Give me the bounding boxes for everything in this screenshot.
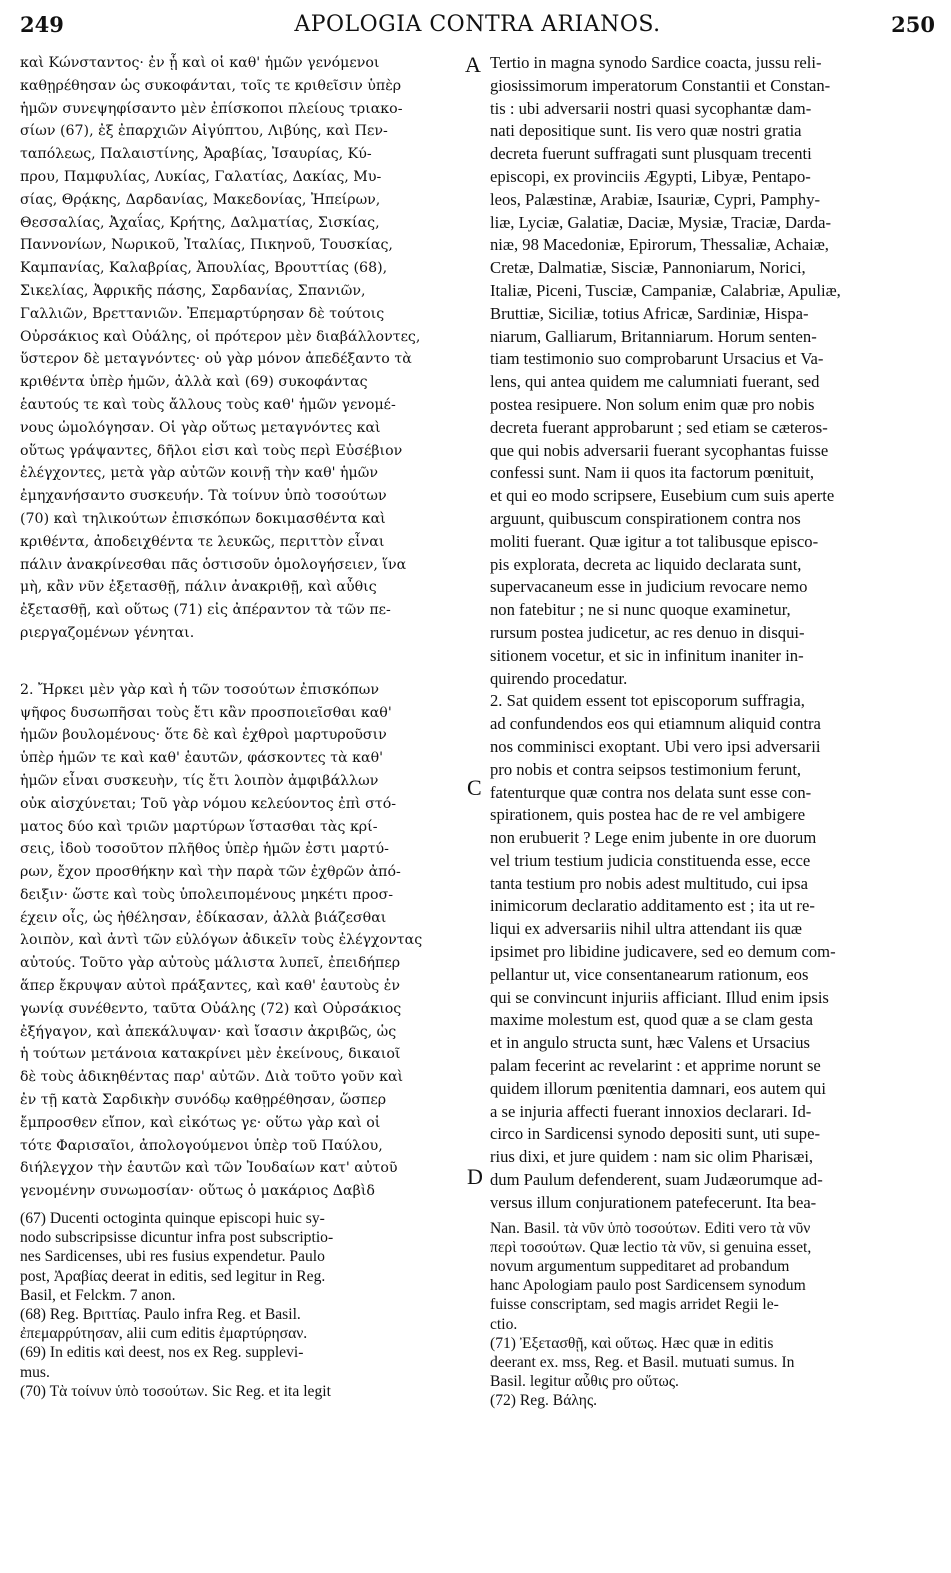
latin-column bbox=[490, 52, 931, 1411]
text-line: ριεργαζομένων γένηται. bbox=[20, 624, 195, 641]
text-line: niarum, Galliarum, Britanniarum. Horum senten- bbox=[490, 326, 817, 346]
greek-footnotes bbox=[20, 1209, 461, 1401]
text-line: ἐπεμαρρύτησαν, alii cum editis ἐμαρτύρησαν. bbox=[20, 1325, 308, 1343]
text-line: niæ, 98 Macedoniæ, Epirorum, Thessaliæ, Achaiæ, bbox=[490, 235, 829, 255]
text-line: ἐμηχανήσαντο συσκευήν. Τὰ τοίνυν ὑπὸ τοσούτων bbox=[20, 488, 387, 505]
text-line: quidem illorum pœnitentia damnari, eos autem qui bbox=[490, 1078, 826, 1098]
text-line: spirationem, quis postea hac de re vel ambigere bbox=[490, 805, 806, 825]
text-line: Cretæ, Dalmatiæ, Sisciæ, Pannoniarum, Norici, bbox=[490, 258, 806, 278]
text-line: (72) Reg. Βάλης. bbox=[490, 1392, 598, 1410]
text-line: (67) Ducenti octoginta quinque episcopi huic sy- bbox=[20, 1210, 325, 1228]
text-line: περὶ τοσούτων. Quæ lectio τὰ νῦν, si genuina esset, bbox=[490, 1238, 812, 1256]
text-line: αὐτούς. Τοῦτο γὰρ αὐτοὺς μάλιστα λυπεῖ, ἐπειδήπερ bbox=[20, 955, 401, 972]
margin-marker-a: A bbox=[465, 52, 481, 77]
text-line: Οὐρσάκιος καὶ Οὐάλης, οἱ πρότερον μὲν διαβάλλοντες, bbox=[20, 328, 421, 345]
latin-section-2 bbox=[490, 690, 931, 1214]
text-line: Bruttiæ, Siciliæ, totius Africæ, Sardiniæ, Hispa- bbox=[490, 303, 809, 323]
text-line: decreta fuerant approbarunt ; sed etiam se cæteros- bbox=[490, 417, 828, 437]
text-line: fatenturque quæ contra nos delata sunt esse con- bbox=[490, 782, 812, 802]
text-line: ὕστερον δὲ μεταγνόντες· οὐ γὰρ μόνον ἀπεδέξαντο τὰ bbox=[20, 351, 412, 368]
text-line: non erubuerit ? Lege enim jubente in ore duorum bbox=[490, 828, 817, 848]
text-line: ἐξετασθῇ, καὶ οὕτως (71) εἰς ἀπέραντον τὰ τῶν πε- bbox=[20, 602, 391, 619]
text-line: ἡμῶν βουλομένους· ὅτε δὲ καὶ ἐχθροὶ μαρτυροῦσιν bbox=[20, 727, 387, 744]
text-line: postea resipuere. Non solum enim quæ pro nobis bbox=[490, 394, 815, 414]
text-line: lens, qui antea quidem me calumniati fuerant, sed bbox=[490, 372, 820, 392]
text-line: nes Sardicenses, ubi res fusius expendetur. Paulo bbox=[20, 1248, 325, 1266]
text-line: tis : ubi adversarii nostri quasi sycophantæ dam- bbox=[490, 98, 812, 118]
text-line: (70) καὶ τηλικούτων ἐπισκόπων δοκιμασθέντα καὶ bbox=[20, 510, 386, 527]
text-line: σίων (67), ἐξ ἐπαρχιῶν Αἰγύπτου, Λιβύης, καὶ Πεν- bbox=[20, 123, 388, 140]
text-line: post, Ἀραβίας deerat in editis, sed legitur in Reg. bbox=[20, 1267, 326, 1285]
text-line: moliti fuerant. Quæ igitur a tot talibusque episco- bbox=[490, 531, 819, 551]
text-line: et in angulo structa sunt, hæc Valens et Ursacius bbox=[490, 1033, 810, 1053]
text-line: arguunt, quibuscum conspirationem contra nos bbox=[490, 508, 801, 528]
text-line: ἐν τῇ κατὰ Σαρδικὴν συνόδῳ καθῃρέθησαν, ὥσπερ bbox=[20, 1092, 387, 1109]
text-line: pellantur ut, vice consentanearum rationum, eos bbox=[490, 964, 809, 984]
text-line: νους ὡμολόγησαν. Οἱ γὰρ οὕτως μεταγνόντες καὶ bbox=[20, 419, 381, 436]
text-line: Σικελίας, Ἀφρικῆς πάσης, Σαρδανίας, Σπανιῶν, bbox=[20, 282, 366, 299]
text-line: 2. Ἤρκει μὲν γὰρ καὶ ἡ τῶν τοσούτων ἐπισκόπων bbox=[20, 681, 379, 698]
text-line: tanta testium pro nobis adest multitudo, cui ipsa bbox=[490, 873, 809, 893]
text-line: ἔμπροσθεν εἴπον, καὶ εἰκότως γε· οὕτω γὰρ καὶ οἱ bbox=[20, 1114, 381, 1131]
text-line: nodo subscripsisse dicuntur infra post subscriptio- bbox=[20, 1229, 334, 1247]
text-line: ρων, ἔχον προσθήκην καὶ τὴν παρὰ τῶν ἐχθρῶν ἀπό- bbox=[20, 864, 401, 881]
text-line: Γαλλιῶν, Βρεττανιῶν. Ἐπεμαρτύρησαν δὲ τούτοις bbox=[20, 305, 385, 322]
text-line: tiam testimonio suo comprobarunt Ursacius et Va- bbox=[490, 349, 824, 369]
text-line: Basil, et Felckm. 7 anon. bbox=[20, 1286, 176, 1304]
text-line: rursum postea judicetur, ac res denuo in disqui- bbox=[490, 622, 805, 642]
text-line: pis explorata, decreta ac liquido declarata sunt, bbox=[490, 554, 802, 574]
text-line: giosissimorum imperatorum Constantii et Constan- bbox=[490, 75, 831, 95]
latin-section-1 bbox=[490, 52, 931, 690]
text-line: Παννονίων, Νωρικοῦ, Ἰταλίας, Πικηνοῦ, Τουσκίας, bbox=[20, 237, 393, 254]
margin-marker-d: D bbox=[467, 1164, 483, 1189]
text-line: (71) Ἐξετασθῇ, καὶ οὕτως. Hæc quæ in editis bbox=[490, 1334, 774, 1352]
text-line: deerant ex. mss, Reg. et Basil. mutuati sumus. In bbox=[490, 1353, 795, 1371]
text-line: pro nobis et contra seipsos testimonium ferunt, bbox=[490, 759, 802, 779]
text-line: Nan. Basil. τὰ νῦν ὑπὸ τοσούτων. Editi vero τὰ νῦν bbox=[490, 1219, 811, 1237]
text-line: κριθέντα, ἀποδειχθέντα τε λευκῶς, περιττὸν εἶναι bbox=[20, 533, 385, 550]
text-line: ἡμῶν εἶναι συσκευὴν, τίς ἔτι λοιπὸν ἀμφιβάλλων bbox=[20, 772, 379, 789]
text-line: οὕτως γράψαντες, δῆλοι εἰσι καὶ τοὺς περὶ Εὐσέβιον bbox=[20, 442, 403, 459]
text-line: κριθέντα ὑπὲρ ἡμῶν, ἀλλὰ καὶ (69) συκοφάντας bbox=[20, 374, 368, 391]
page-number-left: 249 bbox=[20, 12, 64, 37]
text-line: σίας, Θρᾴκης, Δαρδανίας, Μακεδονίας, Ἠπείρων, bbox=[20, 191, 381, 208]
text-line: Καμπανίας, Καλαβρίας, Ἀπουλίας, Βρουττίας (68), bbox=[20, 260, 388, 277]
text-line: γενομένην συνωμοσίαν· οὕτως ὁ μακάριος Δαβὶδ bbox=[20, 1183, 375, 1200]
latin-footnotes bbox=[490, 1219, 931, 1411]
text-line: διήλεγχον τὴν ἑαυτῶν καὶ τῶν Ἰουδαίων κατ' αὐτοῦ bbox=[20, 1160, 398, 1177]
text-line: quirendo procedatur. bbox=[490, 668, 628, 688]
text-line: ψῆφος δυσωπῆσαι τοὺς ἔτι κἂν προσποιεῖσθαι καθ' bbox=[20, 704, 392, 721]
text-line: fuisse conscriptam, sed magis arridet Regii le- bbox=[490, 1296, 779, 1314]
text-line: decreta fuerunt suffragati sunt plusquam trecenti bbox=[490, 144, 812, 164]
text-line: maxime molestum est, quod quæ a se clam gesta bbox=[490, 1010, 814, 1030]
page-header bbox=[20, 12, 935, 42]
text-line: dum Paulum defenderent, suam Judæorumque ad- bbox=[490, 1170, 823, 1190]
text-line: ἡμῶν συνεψηφίσαντο μὲν ἐπίσκοποι πλείους τριακο- bbox=[20, 100, 403, 117]
greek-section-2 bbox=[20, 679, 461, 1203]
text-line: δὲ τοὺς ἀδικηθέντας παρ' αὐτῶν. Διὰ τοῦτο γοῦν καὶ bbox=[20, 1069, 404, 1086]
text-line: et qui eo modo scripsere, Eusebium cum suis aperte bbox=[490, 486, 835, 506]
text-line: novum argumentum suppeditaret ad probandum bbox=[490, 1258, 790, 1276]
section-gap bbox=[20, 645, 461, 679]
text-line: leos, Palæstinæ, Arabiæ, Isauriæ, Cypri, Pamphy- bbox=[490, 189, 821, 209]
text-line: supervacaneum esse in judicium revocare nemo bbox=[490, 577, 808, 597]
text-line: γωνίᾳ συνέθεντο, ταῦτα Οὐάλης (72) καὶ Οὐρσάκιος bbox=[20, 1000, 402, 1017]
text-line: Θεσσαλίας, Ἀχαΐας, Κρήτης, Δαλματίας, Σισκίας, bbox=[20, 214, 380, 231]
text-line: ipsimet pro libidine judicavere, sed eo demum com- bbox=[490, 942, 836, 962]
text-line: sitionem vocetur, et sic in infinitum inaniter in- bbox=[490, 645, 804, 665]
text-line: μὴ, κἂν νῦν ἐξετασθῇ, πάλιν ἀνακριθῇ, καὶ αὖθις bbox=[20, 579, 377, 596]
text-line: ταπόλεως, Παλαιστίνης, Ἀραβίας, Ἰσαυρίας, Κύ- bbox=[20, 146, 372, 163]
text-line: vel trium testium judicia constituenda esse, ecce bbox=[490, 850, 811, 870]
text-line: mus. bbox=[20, 1363, 50, 1381]
text-line: ad confundendos eos qui etiamnum aliquid contra bbox=[490, 714, 821, 734]
text-line: σεις, ἰδοὺ τοσοῦτον πλῆθος ὑπὲρ ἡμῶν ἐστι μαρτύ- bbox=[20, 841, 389, 858]
text-line: ὑπὲρ ἡμῶν τε καὶ καθ' ἑαυτῶν, φάσκοντες τὰ καθ' bbox=[20, 750, 384, 767]
text-line: ἐξήγαγον, καὶ ἀπεκάλυψαν· καὶ ἴσασιν ἀκριβῶς, ὡς bbox=[20, 1023, 397, 1040]
page-number-right: 250 bbox=[891, 12, 935, 37]
text-line: versus illum conjurationem patefecerunt. Ita bea- bbox=[490, 1192, 817, 1212]
text-line: πάλιν ἀνακρίνεσθαι πᾶς ὁστισοῦν ὁμολογήσειεν, ἵνα bbox=[20, 556, 407, 573]
text-line: καθῃρέθησαν ὡς συκοφάνται, τοῖς τε κριθεῖσιν ὑπὲρ bbox=[20, 77, 402, 94]
text-line: nos comminisci exoptant. Ubi vero ipsi adversarii bbox=[490, 736, 821, 756]
text-line: non fatebitur ; ne si nunc quoque examinetur, bbox=[490, 600, 791, 620]
text-line: οὐκ αἰσχύνεται; Τοῦ γὰρ νόμου κελεύοντος ἐπὶ στό- bbox=[20, 795, 397, 812]
text-line: qui se convincunt injuriis afficiant. Illud enim ipsis bbox=[490, 987, 829, 1007]
text-line: rius dixi, et jure quidem : nam sic olim Pharisæi, bbox=[490, 1147, 814, 1167]
text-line: Italiæ, Piceni, Tusciæ, Campaniæ, Calabriæ, Apuliæ, bbox=[490, 280, 841, 300]
greek-column bbox=[20, 52, 461, 1401]
running-title: APOLOGIA CONTRA ARIANOS. bbox=[294, 12, 661, 37]
text-line: (68) Reg. Βριττίας. Paulo infra Reg. et Basil. bbox=[20, 1305, 301, 1323]
text-line: hanc Apologiam paulo post Sardicensem synodum bbox=[490, 1277, 806, 1295]
greek-section-1 bbox=[20, 52, 461, 645]
text-line: 2. Sat quidem essent tot episcoporum suffragia, bbox=[490, 691, 805, 711]
text-line: Tertio in magna synodo Sardice coacta, jussu reli- bbox=[490, 53, 822, 72]
text-line: palam fecerint ac revelarint : et apprime norunt se bbox=[490, 1056, 821, 1076]
text-line: inimicorum declaratio additamento est ; ita ut re- bbox=[490, 896, 815, 916]
text-line: τότε Φαρισαῖοι, ἀπολογούμενοι ὑπὲρ τοῦ Παύλου, bbox=[20, 1137, 383, 1154]
text-line: liqui ex adversariis nihil ultra attendant iis quæ bbox=[490, 919, 802, 939]
text-line: que qui nobis adversarii fuerant sycophantas fuisse bbox=[490, 440, 829, 460]
text-line: καὶ Κώνσταντος· ἐν ᾗ καὶ οἱ καθ' ἡμῶν γενόμενοι bbox=[20, 55, 380, 71]
text-line: ἑαυτούς τε καὶ τοὺς ἄλλους τοὺς καθ' ἡμῶν γενομέ- bbox=[20, 396, 396, 413]
text-line: ἐλέγχοντες, μετὰ γὰρ αὐτῶν κοινῇ τὴν καθ' ἡμῶν bbox=[20, 465, 378, 482]
text-line: circo in Sardicensi synodo depositi sunt, uti supe- bbox=[490, 1124, 820, 1144]
text-line: έχειν οἷς, ὡς ἠθέλησαν, ἐδίκασαν, ἀλλὰ βιάζεσθαι bbox=[20, 909, 387, 926]
text-line: ἡ τούτων μετάνοια κατακρίνει μὲν ἐκείνους, δικαιοῖ bbox=[20, 1046, 401, 1063]
text-line: ματος δύο καὶ τριῶν μαρτύρων ἵστασθαι τὰς κρί- bbox=[20, 818, 378, 835]
text-line: episcopi, ex provinciis Ægypti, Libyæ, Pentapo- bbox=[490, 166, 811, 186]
text-line: πρου, Παμφυλίας, Λυκίας, Γαλατίας, Δακίας, Μυ- bbox=[20, 168, 382, 185]
text-line: λοιπὸν, καὶ ἀντὶ τῶν εὐλόγων ἀδικεῖν τοὺς ἐλέγχοντας bbox=[20, 932, 423, 949]
text-line: (70) Τὰ τοίνυν ὑπὸ τοσούτων. Sic Reg. et ita legit bbox=[20, 1382, 331, 1400]
text-line: confessi sunt. Nam ii quos ita factorum pœnituit, bbox=[490, 463, 814, 483]
text-line: ἅπερ ἔκρυψαν αὐτοὶ πράξαντες, καὶ καθ' ἑαυτοὺς ἐν bbox=[20, 978, 400, 995]
text-line: liæ, Lyciæ, Galatiæ, Daciæ, Mysiæ, Traciæ, Darda- bbox=[490, 212, 832, 232]
margin-marker-c: C bbox=[467, 775, 482, 800]
text-line: ctio. bbox=[490, 1315, 518, 1333]
text-line: (69) In editis καὶ deest, nos ex Reg. supplevi- bbox=[20, 1344, 304, 1362]
text-line: δειξιν· ὥστε καὶ τοὺς ὑπολειπομένους μηκέτι προσ- bbox=[20, 886, 394, 903]
text-line: Basil. legitur αὖθις pro οὕτως. bbox=[490, 1373, 679, 1391]
text-line: a se injuria affecti fuerant innoxios declarari. Id- bbox=[490, 1101, 812, 1121]
text-line: nati depositique sunt. Iis vero quæ nostri gratia bbox=[490, 121, 802, 141]
